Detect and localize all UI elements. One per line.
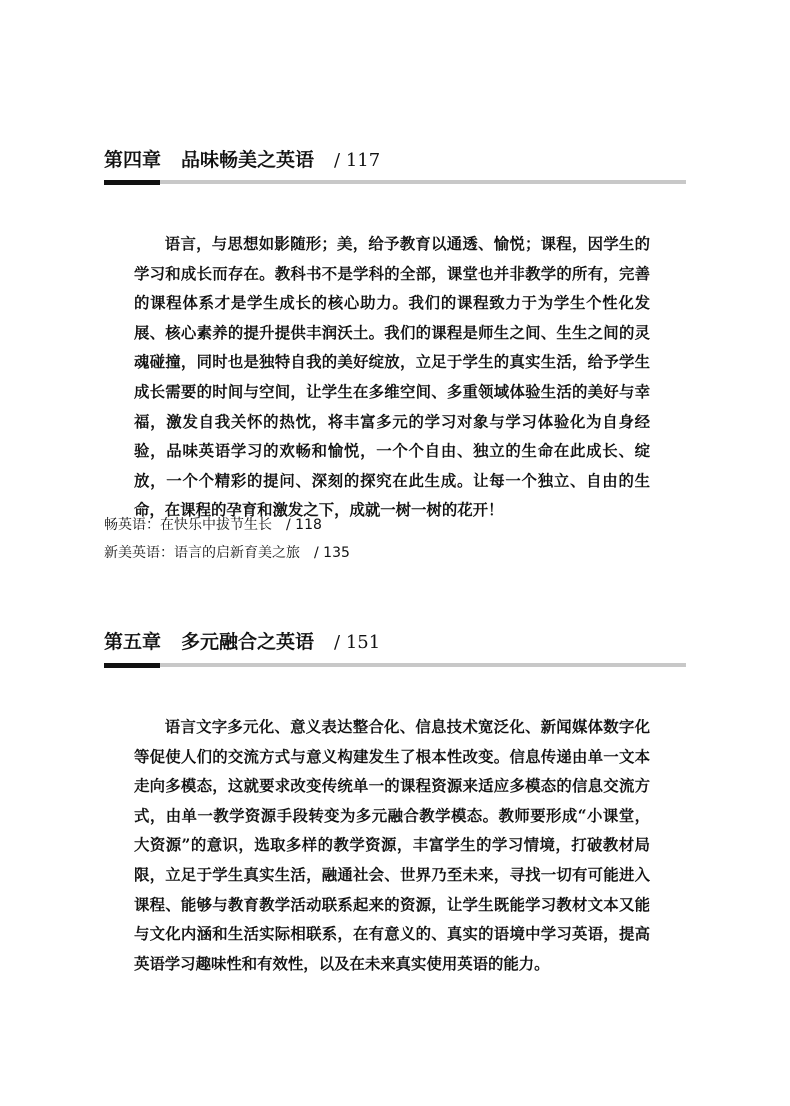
- chapter-number: 第四章: [104, 149, 162, 171]
- chapter-5: [104, 629, 686, 973]
- chapter-intro: 语言，与思想如影随形；美，给予教育以通透、愉悦；课程，因学生的学习和成长而存在。教科书不是学科的全部，课堂也并非教学的所有，完善的课程体系才是学生成长的核心助力。我们的课程致力于为学生个性化发展、核心素养的提升提供丰润沃土。我们的课程是师生之间、生生之间的灵魂碰撞，同时也是独特自我的美好绽放，立足于学生的真实生活，给予学生成长需要的时间与空间，让学生在多维空间、多重领域体验生活的美好与幸福，激发自我关怀的热忱，将丰富多元的学习对象与学习体验化为自身经验，品味英语学习的欢畅和愉悦，一个个自由、独立的生命在此成长、绽放，一个个精彩的提问、深刻的探究在此生成。让每一个独立、自由的生命，在课程的孕育和激发之下，成就一树一树的花开！: [134, 235, 650, 520]
- section-title: 畅英语：在快乐中拔节生长: [104, 517, 272, 533]
- section-page: / 135: [314, 545, 350, 561]
- heading-rule-accent: [104, 180, 160, 185]
- chapter-4: [104, 147, 686, 567]
- chapter-page: / 151: [334, 632, 381, 653]
- chapter-heading: [104, 147, 380, 173]
- section-entry: [104, 515, 322, 535]
- chapter-title: 品味畅美之英语: [181, 149, 315, 171]
- chapter-title: 多元融合之英语: [181, 631, 315, 653]
- heading-rule-accent: [104, 663, 160, 668]
- section-title: 新美英语：语言的启新育美之旅: [104, 545, 300, 561]
- section-page: / 118: [286, 517, 322, 533]
- heading-rule: [104, 180, 686, 184]
- heading-rule: [104, 663, 686, 667]
- chapter-page: / 117: [334, 150, 381, 171]
- chapter-number: 第五章: [104, 631, 162, 653]
- chapter-intro: 语言文字多元化、意义表达整合化、信息技术宽泛化、新闻媒体数字化等促使人们的交流方式与意义构建发生了根本性改变。信息传递由单一文本走向多模态，这就要求改变传统单一的课程资源来适应多模态的信息交流方式，由单一教学资源手段转变为多元融合教学模态。教师要形成“小课堂，大资源”的意识，选取多样的教学资源，丰富学生的学习情境，打破教材局限，立足于学生真实生活，融通社会、世界乃至未来，寻找一切有可能进入课程、能够与教育教学活动联系起来的资源，让学生既能学习教材文本又能与文化内涵和生活实际相联系，在有意义的、真实的语境中学习英语，提高英语学习趣味性和有效性，以及在未来真实使用英语的能力。: [134, 718, 650, 973]
- section-entry: [104, 543, 350, 563]
- chapter-heading: [104, 629, 380, 655]
